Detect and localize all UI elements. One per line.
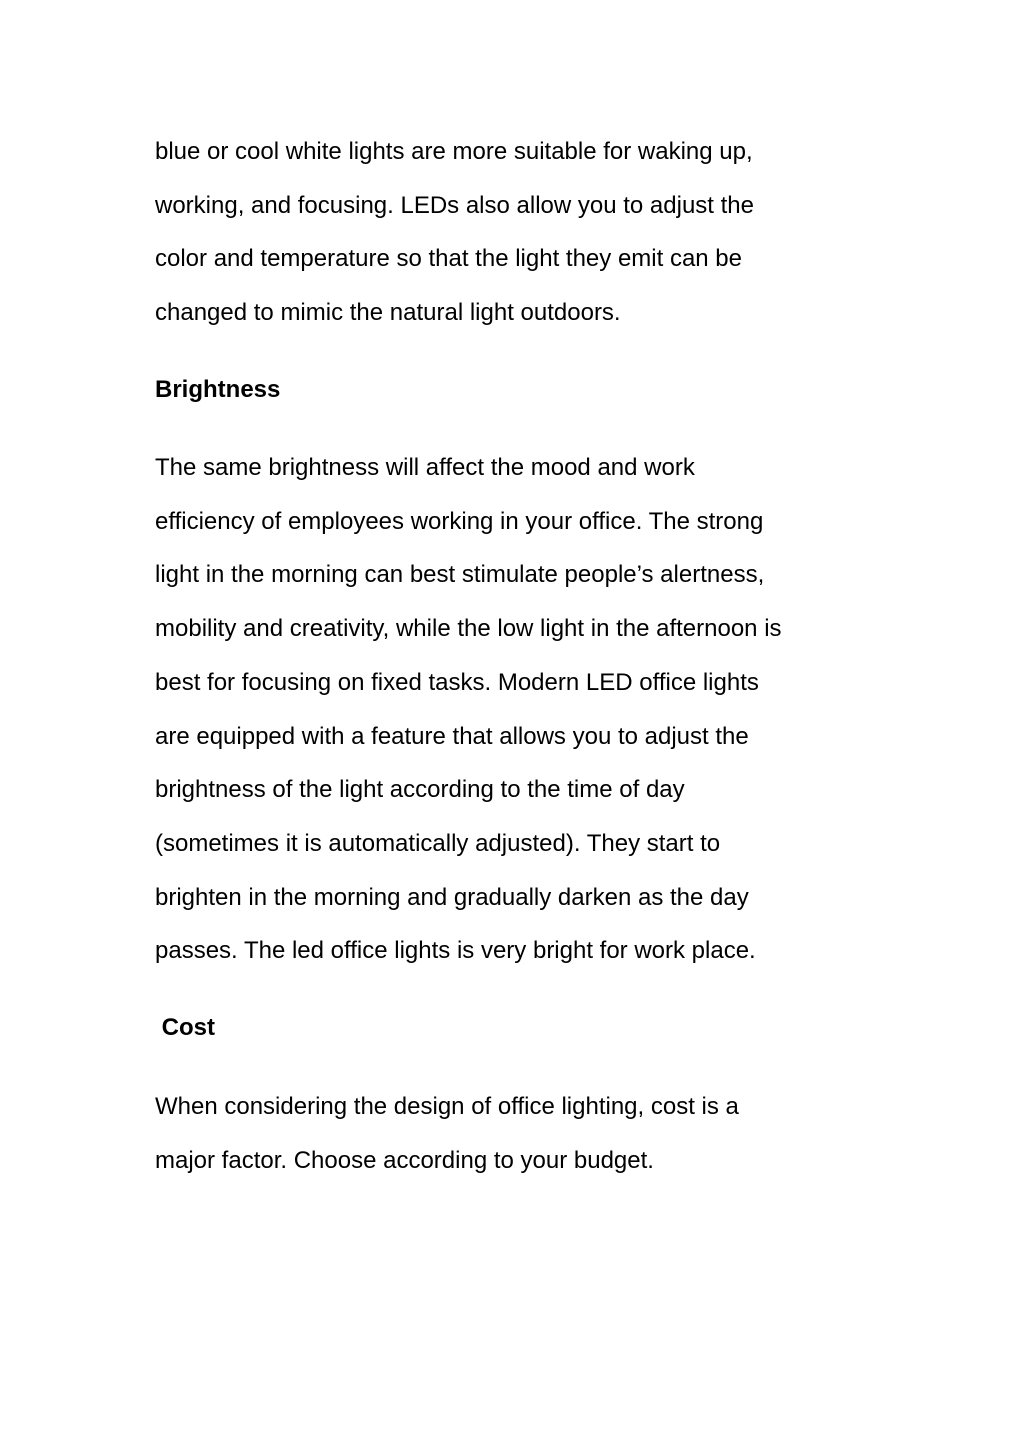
- text-line: changed to mimic the natural light outdoors.: [155, 299, 621, 327]
- text-line: best for focusing on fixed tasks. Modern LED office lights: [155, 668, 759, 696]
- text-line: blue or cool white lights are more suitable for waking up,: [155, 138, 753, 165]
- section-heading-brightness: Brightness: [155, 376, 281, 403]
- section-heading-cost: Cost: [155, 1014, 215, 1041]
- text-line: color and temperature so that the light they emit can be: [155, 245, 743, 273]
- paragraph-cost: [155, 1080, 885, 1187]
- text-line: light in the morning can best stimulate people’s alertness,: [155, 561, 765, 589]
- text-line: brightness of the light according to the time of day: [155, 776, 685, 804]
- paragraph-brightness: [155, 441, 885, 978]
- text-line: working, and focusing. LEDs also allow you to adjust the: [155, 191, 755, 219]
- text-line: efficiency of employees working in your office. The strong: [155, 507, 764, 535]
- text-line: brighten in the morning and gradually darken as the day: [155, 883, 749, 911]
- text-line: are equipped with a feature that allows you to adjust the: [155, 722, 749, 750]
- text-line: The same brightness will affect the mood and work: [155, 454, 695, 481]
- text-line: passes. The led office lights is very bright for work place.: [155, 937, 756, 965]
- paragraph-color-temperature: [155, 125, 885, 340]
- text-line: major factor. Choose according to your budget.: [155, 1146, 654, 1174]
- text-line: (sometimes it is automatically adjusted). They start to: [155, 829, 721, 857]
- text-line: When considering the design of office lighting, cost is a: [155, 1093, 739, 1120]
- text-line: mobility and creativity, while the low light in the afternoon is: [155, 615, 782, 643]
